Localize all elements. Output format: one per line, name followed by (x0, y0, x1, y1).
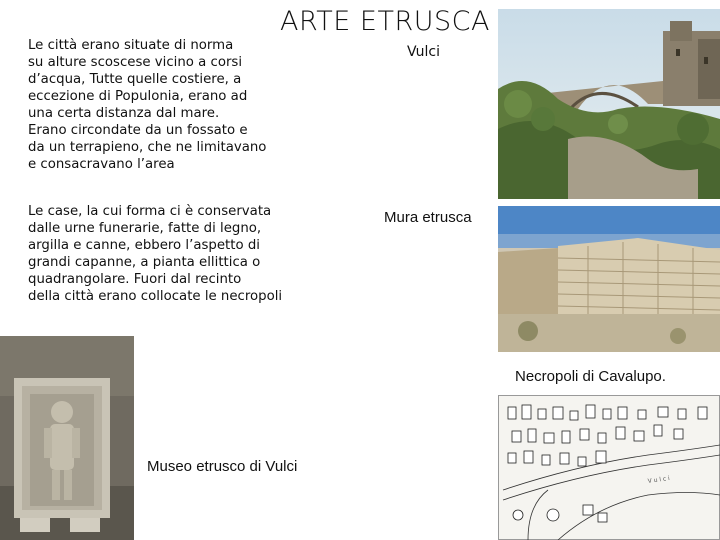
paragraph-line: Erano circondate da un fossato e (28, 123, 248, 138)
slide-title: ARTE ETRUSCA (280, 6, 490, 37)
paragraph-line: Le città erano situate di norma (28, 38, 234, 53)
paragraph-houses (28, 203, 282, 305)
vulci-bridge-photo (498, 9, 720, 199)
paragraph-line: grandi capanne, a pianta ellittica o (28, 255, 261, 270)
paragraph-line: eccezione di Populonia, erano ad (28, 89, 248, 104)
paragraph-line: e consacravano l’area (28, 157, 175, 172)
necropoli-map-image (498, 395, 720, 540)
caption-necropoli: Necropoli di Cavalupo. (515, 368, 666, 385)
paragraph-line: dalle urne funerarie, fatte di legno, (28, 221, 262, 236)
paragraph-line: d’acqua, Tutte quelle costiere, a (28, 72, 242, 87)
paragraph-line: su alture scoscese vicino a corsi (28, 55, 243, 70)
caption-mura: Mura etrusca (384, 209, 472, 226)
caption-vulci: Vulci (407, 44, 440, 60)
caption-museo: Museo etrusco di Vulci (147, 458, 298, 475)
svg-text:V u l c i: V u l c i (647, 474, 671, 485)
paragraph-cities (28, 37, 266, 173)
paragraph-line: una certa distanza dal mare. (28, 106, 220, 121)
paragraph-line: della città erano collocate le necropoli (28, 289, 283, 304)
paragraph-line: quadrangolare. Fuori dal recinto (28, 272, 242, 287)
paragraph-line: argilla e canne, ebbero l’aspetto di (28, 238, 260, 253)
paragraph-line: Le case, la cui forma ci è conservata (28, 204, 272, 219)
paragraph-line: da un terrapieno, che ne limitavano (28, 140, 267, 155)
museo-stele-photo (0, 336, 134, 540)
mura-wall-photo (498, 206, 720, 352)
